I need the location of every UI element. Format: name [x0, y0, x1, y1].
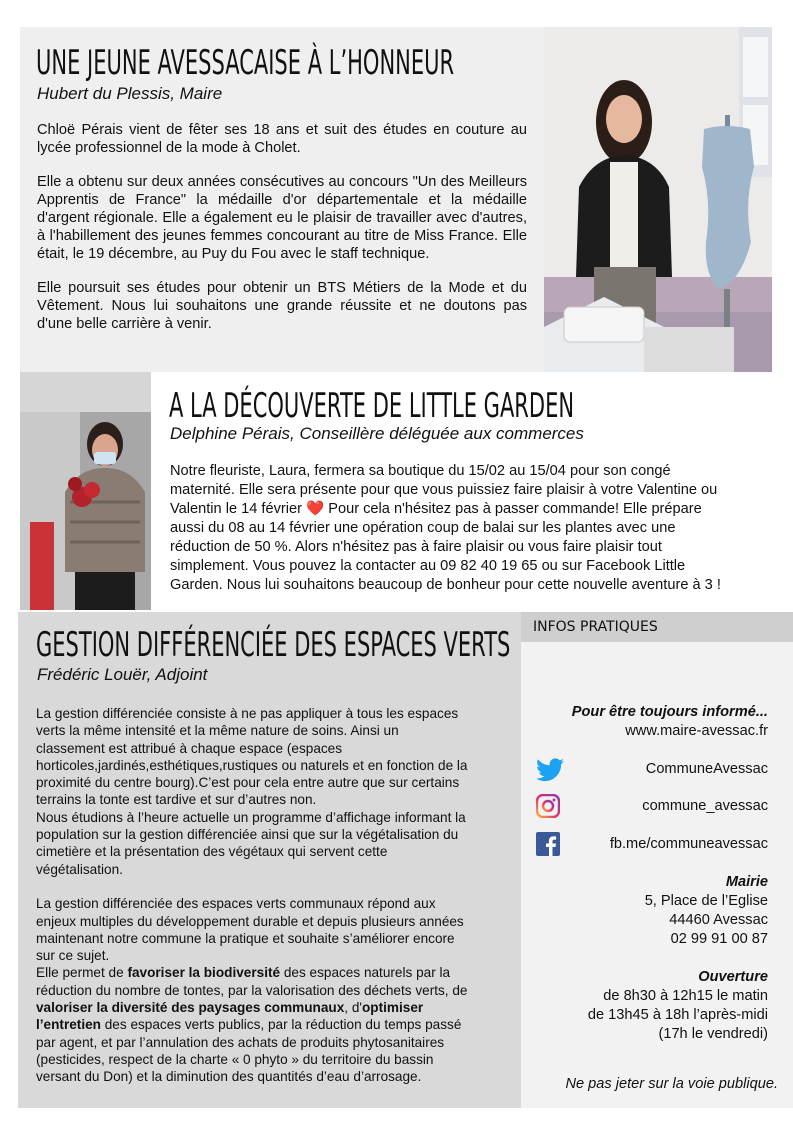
opening-hours-line: (17h le vendredi) [658, 1026, 768, 1042]
facebook-link[interactable]: fb.me/communeavessac [609, 836, 768, 852]
article3-text: des espaces naturels par la [280, 965, 451, 981]
article3-line: enjeux multiples du développement durable et depuis plusieurs années [36, 913, 464, 929]
article3-line [36, 964, 516, 981]
article3-author: Frédéric Louër, Adjoint [37, 665, 208, 684]
article3-line: horticoles,jardinés,esthétiques,rustiques ou naturels et en fonction de la [36, 757, 468, 773]
article3-line [36, 1016, 516, 1033]
article1-photo [544, 27, 772, 372]
article2-line: simplement. Vous pouvez la contacter au 09 82 40 19 65 ou sur Facebook Little [170, 558, 686, 574]
article3-bold: l’entretien [36, 1017, 101, 1033]
article1-body [37, 121, 527, 333]
article2-line: Notre fleuriste, Laura, fermera sa boutique du 15/02 au 15/04 pour son congé [170, 463, 671, 479]
mairie-label: Mairie [725, 874, 768, 890]
mairie-address-line: 5, Place de l’Eglise [644, 893, 768, 909]
article2-line: Garden. Nous lui souhaitons beaucoup de bonheur pour cette nouvelle aventure à 3 ! [170, 577, 721, 593]
article3-bold: valoriser la diversité des paysages communaux [36, 1000, 345, 1016]
article1-title: UNE JEUNE AVESSACAISE À L’HONNEUR [36, 43, 455, 83]
article3-bold: optimiser [362, 1000, 424, 1016]
article1-paragraph-1: Chloë Pérais vient de fêter ses 18 ans et suit des études en couture au lycée professionnel de la mode à Cholet. [37, 122, 527, 156]
article3-text: , d' [344, 1000, 362, 1016]
infos-header-label: INFOS PRATIQUES [533, 619, 658, 635]
website-link[interactable]: www.maire-avessac.fr [625, 723, 768, 739]
article3-line: classement est attribué à chaque espace (espaces [36, 740, 343, 756]
article3-line: verts la même intensité et la même nature de soins. Ainsi un [36, 723, 399, 739]
article2-photo [20, 372, 151, 610]
article3-line: population sur la gestion différenciée ainsi que sur la végétalisation du [36, 827, 459, 843]
article2-line: aussi du 08 au 14 février une opération coup de balai sur les plantes avec une [170, 520, 676, 536]
article1-paragraph-2: Elle a obtenu sur deux années consécutives au concours "Un des Meilleurs Apprentis de France" la médaille d'or départementale et la médaille d'argent régionale. Elle a également eu le plaisir de travailler avec d'autres, à l'habillement des jeunes femmes concourant au titre de Miss France. Elle était, le 19 décembre, au Puy du Fou avec le staff technique. [37, 174, 527, 262]
infos-tagline: Pour être toujours informé... [571, 704, 768, 720]
article3-line: La gestion différenciée des espaces verts communaux répond aux [36, 896, 436, 912]
article2-body [170, 462, 780, 595]
article3-text: Elle permet de [36, 965, 128, 981]
instagram-icon [536, 794, 560, 818]
infos-contact [530, 703, 768, 741]
mairie-block [530, 873, 768, 949]
article3-line: cimetière et la présentation des végétaux qui servent cette [36, 844, 388, 860]
article3-line: (pesticides, respect de la charte « 0 phyto » du territoire du bassin [36, 1051, 434, 1067]
instagram-handle[interactable]: commune_avessac [642, 798, 768, 814]
article3-line: maintenant notre commune la pratique et souhaite s’améliorer encore [36, 930, 455, 946]
article3-text: des espaces verts publics, par la réduction du temps passé [100, 1017, 462, 1033]
infos-header [521, 612, 793, 642]
twitter-handle[interactable]: CommuneAvessac [645, 761, 768, 777]
article1-author: Hubert du Plessis, Maire [37, 84, 223, 103]
article3-line: sur ce sujet. [36, 948, 110, 964]
article3-line: réduction du nombre de tontes, par la valorisation des déchets verts, de [36, 982, 468, 998]
article3-line: La gestion différenciée consiste à ne pas appliquer à tous les espaces [36, 706, 459, 721]
article2-line: maternité. Elle sera présente pour que vous puissiez faire plaisir à votre Valentine ou [170, 482, 718, 498]
article3-line [36, 999, 516, 1016]
article1-paragraph-3: Elle poursuit ses études pour obtenir un BTS Métiers de la Mode et du Vêtement. Nous lui souhaitons une grande réussite et ne doutons pas d'une belle carrière à venir. [37, 280, 527, 332]
article2-line: Valentin le 14 février ❤️ Pour cela n'hésitez pas à passer commande! Elle prépare [170, 501, 702, 517]
article3-line: proximité du centre bourg).C’est pour cela entre autre que sur certains [36, 775, 460, 791]
article3-line: versant du Don) et la diminution des quantités d’eau d’arrosage. [36, 1069, 422, 1085]
opening-hours-line: de 8h30 à 12h15 le matin [603, 988, 768, 1004]
article3-title: GESTION DIFFÉRENCIÉE DES ESPACES VERTS [36, 625, 511, 665]
portrait-with-mannequin-image [544, 27, 772, 372]
article2-author: Delphine Pérais, Conseillère déléguée aux commerces [170, 424, 584, 443]
ouverture-block [530, 968, 768, 1044]
article3-line: par agent, et par l’annulation des achats de produits phytosanitaires [36, 1034, 445, 1050]
footer-note: Ne pas jeter sur la voie publique. [565, 1076, 778, 1092]
article3-line: Nous étudions à l’heure actuelle un programme d’affichage informant la [36, 809, 466, 825]
article3-line: végétalisation. [36, 861, 123, 877]
article3-bold: favoriser la biodiversité [127, 965, 281, 981]
mairie-phone[interactable]: 02 99 91 00 87 [670, 931, 768, 947]
florist-portrait-image [20, 372, 151, 610]
mairie-address-line: 44460 Avessac [669, 912, 768, 928]
article2-line: réduction de 50 %. Alors n'hésitez pas à faire plaisir ou vous faire plaisir tout [170, 539, 662, 555]
opening-hours-line: de 13h45 à 18h l’après-midi [587, 1007, 768, 1023]
ouverture-label: Ouverture [698, 969, 768, 985]
article2-title: A LA DÉCOUVERTE DE LITTLE GARDEN [169, 386, 575, 426]
article3-line: terrains la tonte est tardive et sur d’autres non. [36, 792, 317, 808]
article3-body [36, 705, 516, 1086]
facebook-icon [536, 832, 560, 856]
